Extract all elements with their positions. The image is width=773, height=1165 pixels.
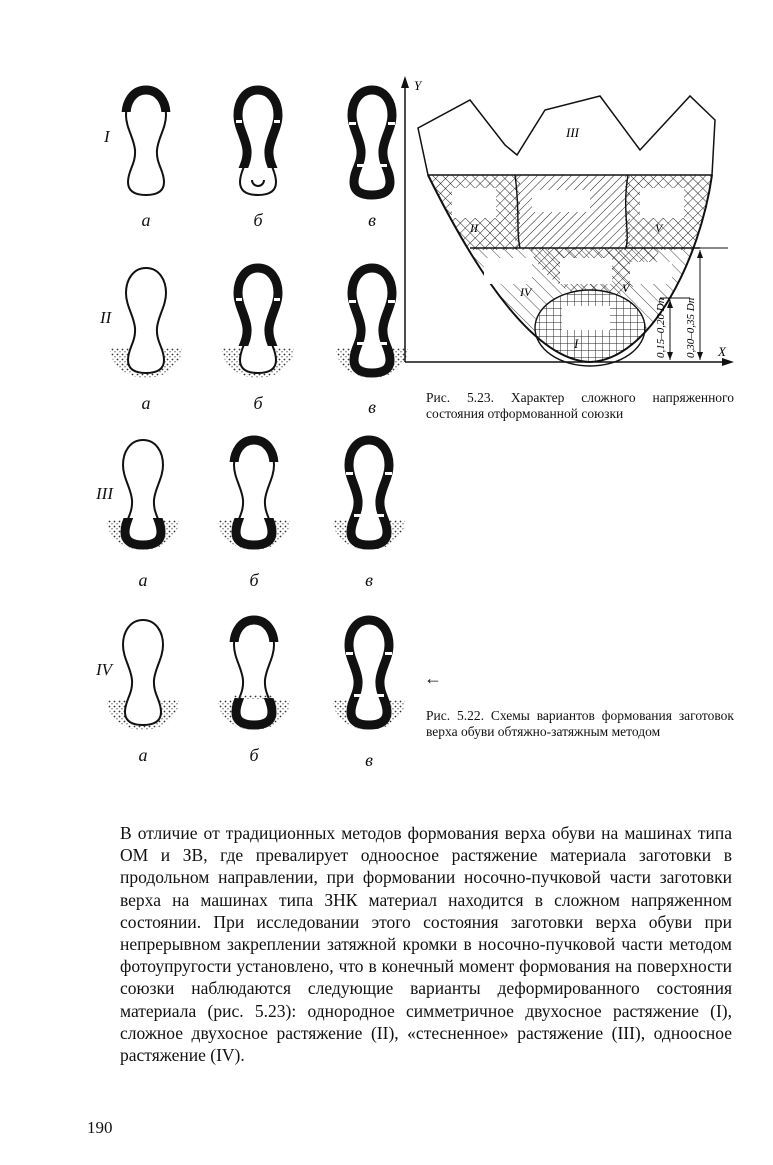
axis-y-label: Y (414, 78, 422, 93)
row-label-II: II (100, 308, 112, 327)
page-number: 190 (87, 1118, 113, 1137)
variant-label-v: в (368, 210, 376, 230)
variant-label-a: а (141, 393, 151, 413)
zone-label-I: I (574, 336, 579, 351)
zone-label-III: III (566, 125, 579, 140)
row-label-IV: IV (96, 660, 113, 679)
variant-label-v: в (368, 397, 376, 417)
variant-label-a: а (141, 210, 151, 230)
variant-label-a: а (138, 745, 148, 765)
figure-5-22-caption: Рис. 5.22. Схемы вариантов формования заготовок верха обуви обтяжно-затяжным методом (426, 708, 734, 739)
zone-label-II: II (470, 221, 478, 235)
variant-label-b: б (253, 393, 263, 413)
row-label-III: III (96, 484, 113, 503)
variant-label-v: в (365, 750, 373, 770)
variant-label-b: б (249, 570, 259, 590)
left-arrow-icon: ← (424, 668, 442, 688)
variant-label-a: а (138, 570, 148, 590)
body-paragraph: В отличие от традиционных методов формования верха обуви на машинах типа ОМ и ЗВ, где превалирует одноосное растяжение материала заготовки в продольном направлении, при формовании носочно-пучковой части заготовки верха на машинах типа ЗНК материал находится в сложном напряженном состоянии. При исследовании этого состояния заготовки верха обуви при непрерывном закреплении затяжной кромки в носочно-пучковой части методом фотоупругости установлено, что в конечный момент формования на поверхности союзки наблюдаются следующие варианты деформированного состояния материала (рис. 5.23): однородное симметричное двухосное растяжение (I), сложное двухосное растяжение (II), «стесненное» растяжение (III), одноосное растяжение (IV). (120, 823, 732, 1066)
zone-label-IV: IV (520, 285, 532, 299)
zone-label-V-top: V (655, 221, 663, 235)
axis-x-label: X (718, 344, 726, 359)
dim-label-short: 0,15–0,20 Dп (655, 297, 667, 358)
variant-label-b: б (249, 745, 259, 765)
row-label-I: I (104, 127, 110, 146)
variant-label-v: в (365, 570, 373, 590)
dim-label-long: 0,30–0,35 Dп (685, 297, 697, 358)
figure-5-23-caption: Рис. 5.23. Характер сложного напряженного состояния отформованной союзки (426, 390, 734, 421)
variant-label-b: б (253, 210, 263, 230)
zone-label-V-bottom: V (622, 281, 630, 295)
